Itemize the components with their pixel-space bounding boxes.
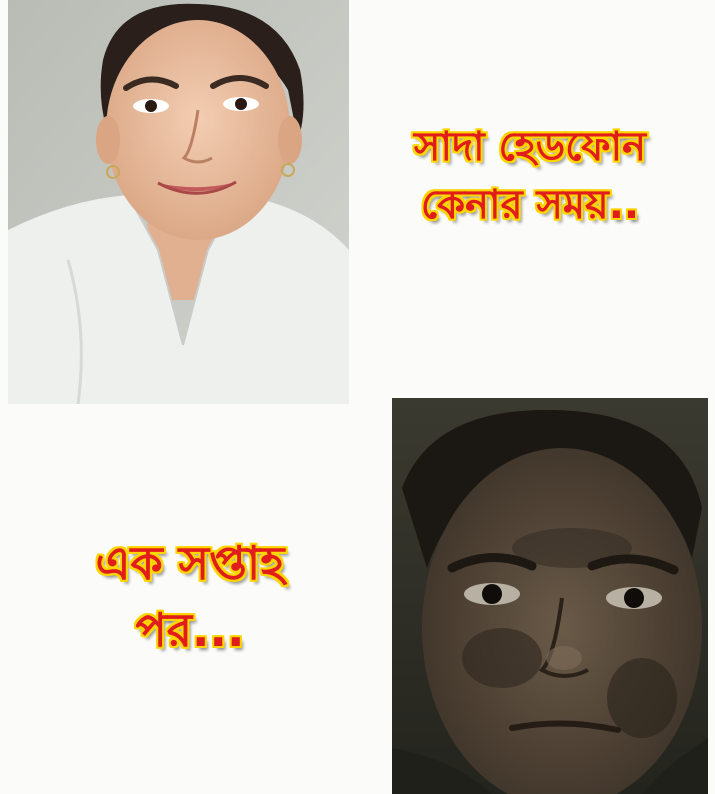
caption-top-line-1: সাদা হেডফোন — [413, 124, 647, 170]
caption-top-line-2: কেনার সময়.. — [420, 182, 640, 228]
caption-bottom-line-2: পর... — [135, 602, 245, 657]
caption-headphone-purchase — [360, 118, 700, 234]
photo-clean-face — [8, 0, 349, 404]
caption-bottom-line-1: এক সপ্তাহ — [95, 536, 285, 590]
caption-one-week-later — [20, 530, 360, 663]
photo-dirty-face — [392, 398, 708, 794]
